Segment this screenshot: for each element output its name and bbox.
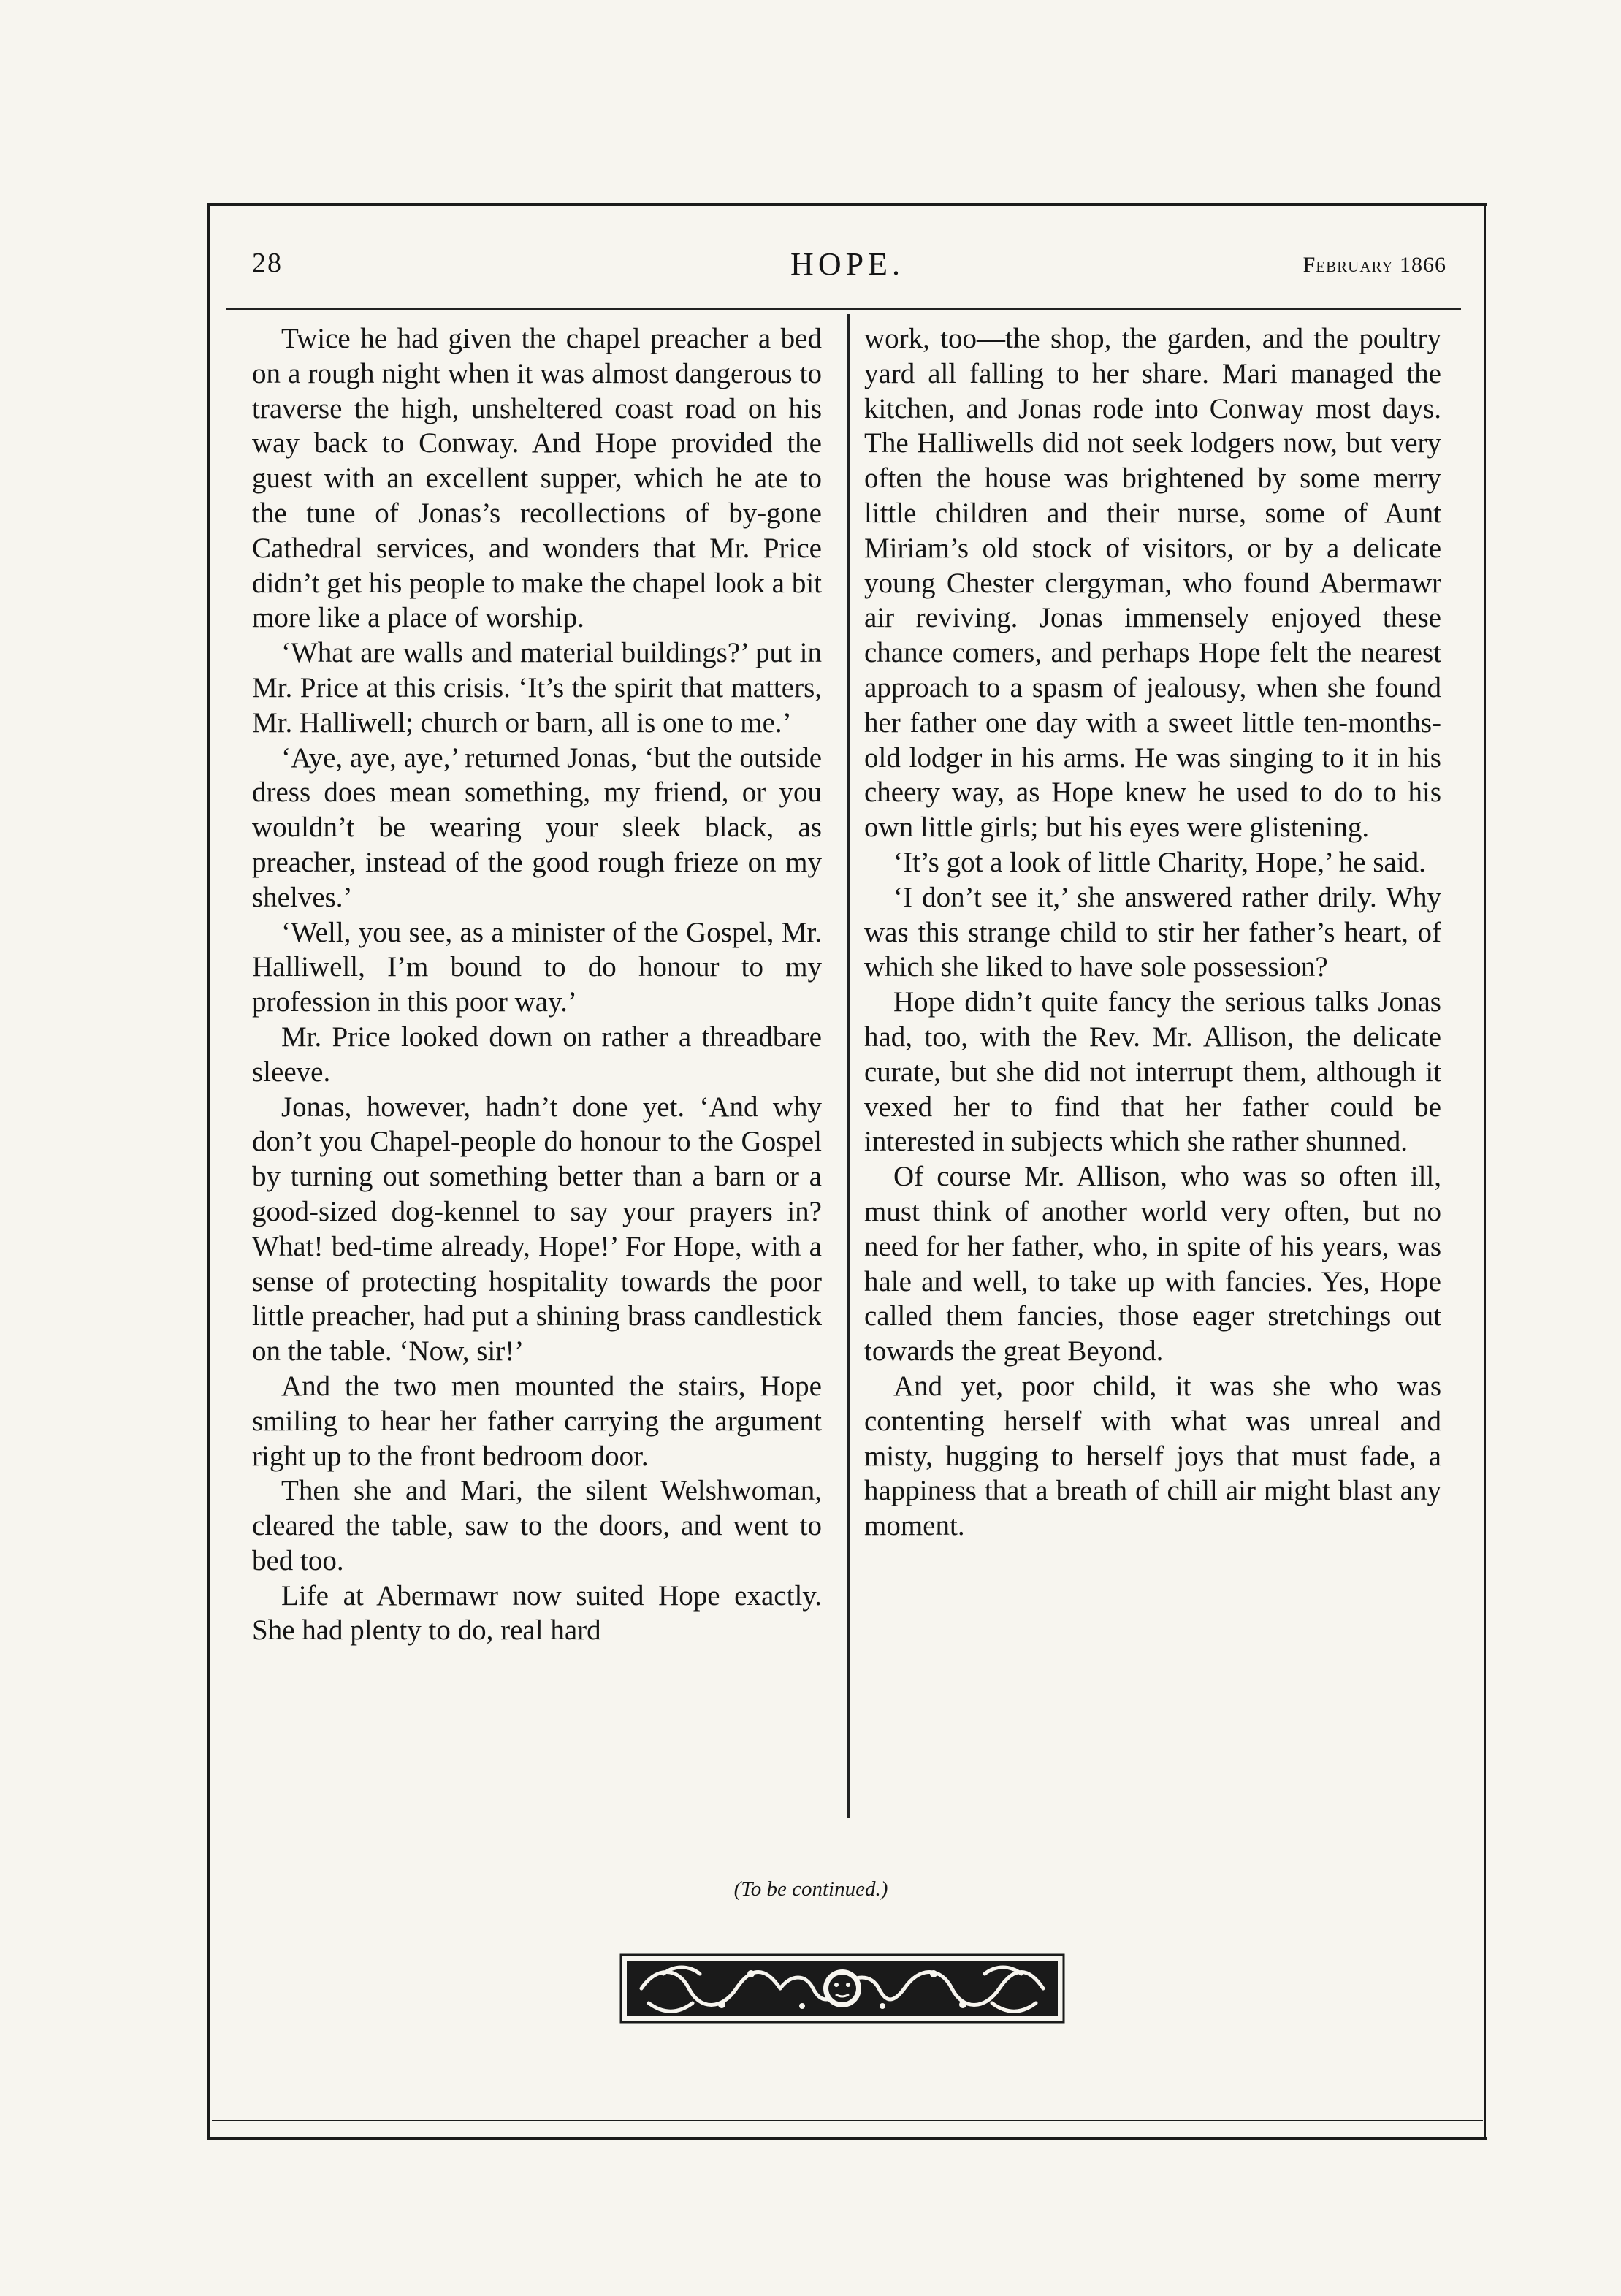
right-column [864, 321, 1441, 1544]
paragraph: ‘What are walls and material buildings?’ put in Mr. Price at this crisis. ‘It’s the spirit that matters, Mr. Halliwell; church or barn, all is one to me.’ [252, 637, 822, 739]
left-column [252, 321, 822, 1648]
paragraph: ‘It’s got a look of little Charity, Hope,’ he said. [893, 846, 1426, 878]
issue-date: February 1866 [1302, 253, 1446, 277]
paragraph: And the two men mounted the stairs, Hope smiling to hear her father carrying the argument right up to the front bedroom door. [252, 1370, 822, 1472]
paragraph: Hope didn’t quite fancy the serious talks Jonas had, too, with the Rev. Mr. Allison, the delicate curate, but she did not interrupt them, although it vexed her to find that her father could be interested in subjects which she rather shunned. [864, 986, 1441, 1158]
paragraph: Of course Mr. Allison, who was so often ill, must think of another world very often, but no need for her father, who, in spite of his years, was hale and well, to take up with fancies. Yes, Hope called them fancies, those eager stretchings out towards the great Beyond. [864, 1161, 1441, 1368]
paragraph: ‘I don’t see it,’ she answered rather drily. Why was this strange child to stir her father’s heart, of which she liked to have sole possession? [864, 881, 1441, 983]
paragraph: Twice he had given the chapel preacher a bed on a rough night when it was almost dangerous to traverse the high, unsheltered coast road on his way back to Conway. And Hope provided the guest with an excellent supper, which he ate to the tune of Jonas’s recollections of by-gone Cathedral services, and wonders that Mr. Price didn’t get his people to make the chapel look a bit more like a place of worship. [252, 323, 822, 634]
page-frame-bottom [207, 2137, 1487, 2140]
paragraph: And yet, poor child, it was she who was contenting herself with what was unreal and misty, hugging to herself joys that must fade, a happiness that a breath of chill air might blast any moment. [864, 1370, 1441, 1542]
column-rule [847, 314, 850, 1818]
paragraph: work, too—the shop, the garden, and the poultry yard all falling to her share. Mari managed the kitchen, and Jonas rode into Conway most days. The Halliwells did not seek lodgers now, but very often the house was brightened by some merry little children and their nurse, some of Aunt Miriam’s old stock of visitors, or by a delicate young Chester clergyman, who found Abermawr air reviving. Jonas immensely enjoyed these chance comers, and perhaps Hope felt the nearest approach to a spasm of jealousy, when she found her father one day with a sweet little ten-months-old lodger in his arms. He was singing to it in his cheery way, as Hope knew he used to do to his own little girls; but his eyes were glistening. [864, 323, 1441, 844]
page-number: 28 [252, 248, 283, 278]
to-be-continued-note: (To be continued.) [733, 1877, 888, 1901]
running-title: HOPE. [790, 246, 904, 282]
paragraph: Life at Abermawr now suited Hope exactly. She had plenty to do, real hard [252, 1579, 822, 1647]
paragraph: ‘Aye, aye, aye,’ returned Jonas, ‘but the outside dress does mean something, my friend, or you wouldn’t be wearing your sleek black, as preacher, instead of the good rough frieze on my shelves.’ [252, 741, 822, 913]
ornament-tailpiece-icon [619, 1952, 1065, 2025]
paragraph: Jonas, however, hadn’t done yet. ‘And why don’t you Chapel-people do honour to the Gospel by turning out something better than a barn or a good-sized dog-kennel to say your prayers in? What! bed-time already, Hope!’ For Hope, with a sense of protecting hospitality towards the poor little preacher, had put a shining brass candlestick on the table. ‘Now, sir!’ [252, 1091, 822, 1368]
page-frame-right [1484, 203, 1486, 2137]
header-rule [226, 308, 1461, 310]
page-frame-inner-bottom [212, 2120, 1483, 2121]
page-frame-top [207, 203, 1487, 206]
paragraph: Mr. Price looked down on rather a threadbare sleeve. [252, 1021, 822, 1088]
paragraph: ‘Well, you see, as a minister of the Gospel, Mr. Halliwell, I’m bound to do honour to my profession in this poor way.’ [252, 916, 822, 1018]
paragraph: Then she and Mari, the silent Welshwoman, cleared the table, saw to the doors, and went to bed too. [252, 1475, 822, 1576]
page-frame-left [207, 203, 210, 2137]
